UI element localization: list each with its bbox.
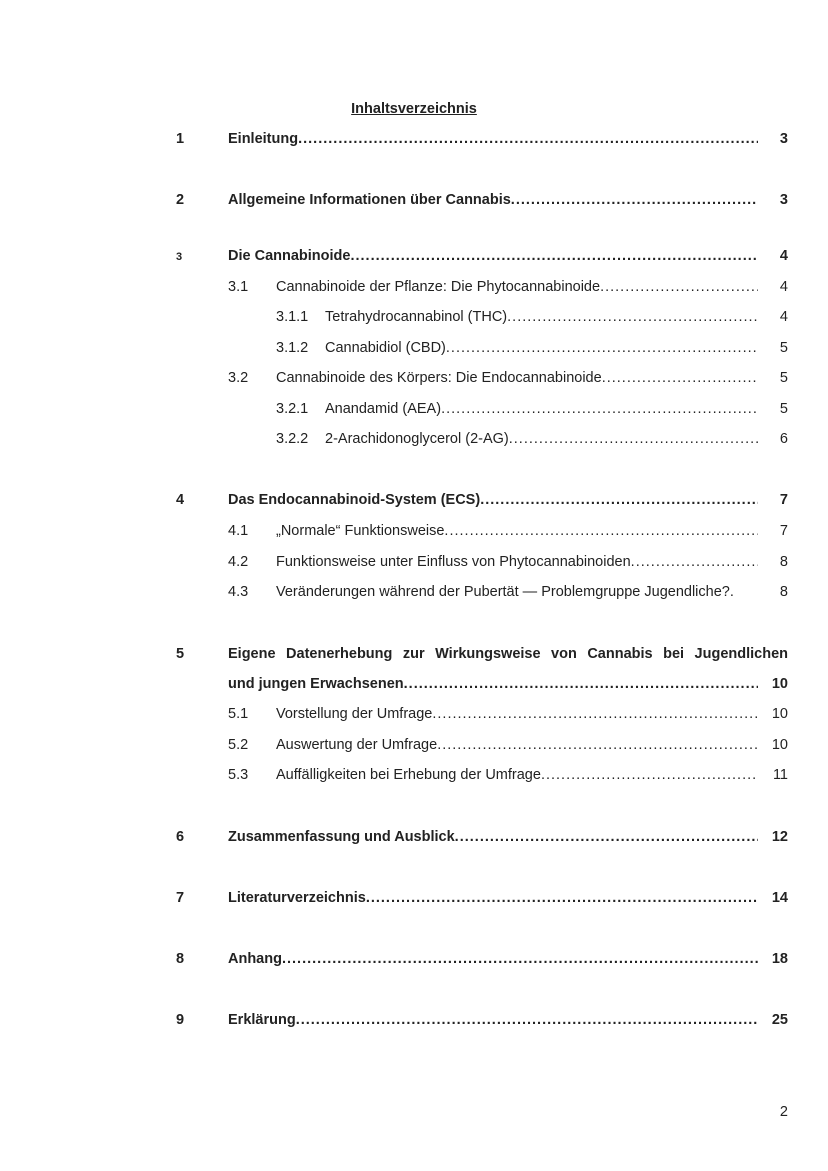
toc-page: 12 bbox=[771, 829, 788, 845]
leader-dots bbox=[282, 951, 758, 967]
leader-dots bbox=[602, 370, 758, 386]
toc-number: 4.1 bbox=[228, 523, 249, 539]
toc-entry-3-2-2[interactable] bbox=[0, 431, 828, 451]
leader-dots bbox=[432, 706, 758, 722]
toc-entry-4-2[interactable] bbox=[0, 554, 828, 574]
toc-number: 4 bbox=[176, 492, 185, 508]
leader-dots bbox=[507, 309, 758, 325]
toc-number: 5.3 bbox=[228, 767, 249, 783]
toc-entry-4-1[interactable] bbox=[0, 523, 828, 543]
page-number: 2 bbox=[779, 1104, 788, 1120]
toc-page: 7 bbox=[779, 523, 788, 539]
toc-number: 3 bbox=[176, 251, 183, 263]
leader-dots bbox=[446, 340, 758, 356]
toc-number: 2 bbox=[176, 192, 185, 208]
toc-label: Vorstellung der Umfrage bbox=[276, 706, 433, 722]
toc-label: 2-Arachidonoglycerol (2-AG) bbox=[325, 431, 509, 447]
toc-number: 3.2 bbox=[228, 370, 249, 386]
toc-number: 4.3 bbox=[228, 584, 249, 600]
leader-dots bbox=[444, 523, 758, 539]
leader-dots bbox=[631, 554, 758, 570]
toc-entry-3-2-1[interactable] bbox=[0, 401, 828, 421]
toc-number: 7 bbox=[176, 890, 185, 906]
toc-label: Tetrahydrocannabinol (THC) bbox=[325, 309, 508, 325]
toc-number: 3.2.1 bbox=[276, 401, 309, 417]
toc-label: Die Cannabinoide bbox=[228, 248, 351, 264]
toc-entry-5-continued[interactable] bbox=[0, 676, 828, 696]
toc-number: 9 bbox=[176, 1012, 185, 1028]
leader-dots bbox=[350, 248, 758, 264]
leader-dots bbox=[509, 431, 758, 447]
toc-label: Cannabinoide der Pflanze: Die Phytocannabinoide bbox=[276, 279, 601, 295]
toc-label: Einleitung bbox=[228, 131, 299, 147]
toc-page: 5 bbox=[779, 340, 788, 356]
toc-entry-5[interactable] bbox=[0, 646, 828, 666]
toc-page: 10 bbox=[771, 737, 788, 753]
toc-number: 5 bbox=[176, 646, 185, 662]
leader-dots bbox=[437, 737, 758, 753]
toc-page: 5 bbox=[779, 370, 788, 386]
toc-number: 4.2 bbox=[228, 554, 249, 570]
toc-page: 4 bbox=[779, 309, 788, 325]
leader-dots bbox=[441, 401, 758, 417]
toc-label: Auswertung der Umfrage bbox=[276, 737, 438, 753]
toc-number: 5.1 bbox=[228, 706, 249, 722]
toc-entry-9[interactable] bbox=[0, 1012, 828, 1032]
toc-page: 8 bbox=[779, 584, 788, 600]
toc-page: 4 bbox=[779, 279, 788, 295]
toc-page: 4 bbox=[779, 248, 788, 264]
toc-entry-3-1-1[interactable] bbox=[0, 309, 828, 329]
toc-label: Anhang bbox=[228, 951, 282, 967]
toc-number: 8 bbox=[176, 951, 185, 967]
toc-entry-6[interactable] bbox=[0, 829, 828, 849]
toc-entry-5-3[interactable] bbox=[0, 767, 828, 787]
toc-label: „Normale“ Funktionsweise bbox=[276, 523, 445, 539]
toc-number: 3.1 bbox=[228, 279, 249, 295]
toc-entry-2[interactable] bbox=[0, 192, 828, 212]
toc-entry-5-2[interactable] bbox=[0, 737, 828, 757]
toc-entry-8[interactable] bbox=[0, 951, 828, 971]
toc-page: 3 bbox=[779, 131, 788, 147]
leader-dots bbox=[541, 767, 758, 783]
toc-label-line2: und jungen Erwachsenen bbox=[228, 676, 404, 692]
toc-entry-4-3[interactable] bbox=[0, 584, 828, 604]
leader-dots bbox=[366, 890, 758, 906]
toc-label: Cannabidiol (CBD) bbox=[325, 340, 446, 356]
toc-entry-3-1-2[interactable] bbox=[0, 340, 828, 360]
leader-dots bbox=[298, 131, 758, 147]
leader-dots bbox=[480, 492, 758, 508]
toc-label: Zusammenfassung und Ausblick bbox=[228, 829, 455, 845]
toc-label: Literaturverzeichnis bbox=[228, 890, 366, 906]
toc-label: Erklärung bbox=[228, 1012, 296, 1028]
toc-entry-1[interactable] bbox=[0, 131, 828, 151]
leader-dots bbox=[600, 279, 758, 295]
toc-label: Auffälligkeiten bei Erhebung der Umfrage bbox=[276, 767, 541, 783]
toc-page: 11 bbox=[772, 767, 788, 783]
toc-entry-7[interactable] bbox=[0, 890, 828, 910]
toc-entry-3-2[interactable] bbox=[0, 370, 828, 390]
toc-label-line1: Eigene Datenerhebung zur Wirkungsweise von Cannabis bei Jugendlichen bbox=[228, 646, 788, 662]
toc-number: 5.2 bbox=[228, 737, 249, 753]
toc-entry-3-1[interactable] bbox=[0, 279, 828, 299]
toc-label: Cannabinoide des Körpers: Die Endocannabinoide bbox=[276, 370, 602, 386]
toc-number: 3.2.2 bbox=[276, 431, 309, 447]
toc-label: Anandamid (AEA) bbox=[325, 401, 442, 417]
leader-dots bbox=[455, 829, 758, 845]
toc-page: 10 bbox=[771, 676, 788, 692]
toc-label: Allgemeine Informationen über Cannabis bbox=[228, 192, 511, 208]
toc-page: 5 bbox=[779, 401, 788, 417]
toc-page: 3 bbox=[779, 192, 788, 208]
toc-number: 3.1.2 bbox=[276, 340, 309, 356]
toc-page: 14 bbox=[771, 890, 788, 906]
toc-page: 10 bbox=[771, 706, 788, 722]
toc-page: 25 bbox=[771, 1012, 788, 1028]
toc-entry-4[interactable] bbox=[0, 492, 828, 512]
leader-dots bbox=[404, 676, 758, 692]
toc-number: 3.1.1 bbox=[276, 309, 309, 325]
toc-number: 6 bbox=[176, 829, 185, 845]
toc-label: Das Endocannabinoid-System (ECS) bbox=[228, 492, 481, 508]
toc-page: 6 bbox=[779, 431, 788, 447]
leader-dots bbox=[511, 192, 758, 208]
toc-page: 18 bbox=[771, 951, 788, 967]
leader-dots bbox=[296, 1012, 758, 1028]
toc-label: Veränderungen während der Pubertät — Problemgruppe Jugendliche?. bbox=[276, 584, 734, 600]
toc-page: 7 bbox=[779, 492, 788, 508]
toc-page: 8 bbox=[779, 554, 788, 570]
toc-title: Inhaltsverzeichnis bbox=[351, 101, 477, 117]
toc-entry-3[interactable] bbox=[0, 248, 828, 268]
toc-entry-5-1[interactable] bbox=[0, 706, 828, 726]
toc-label: Funktionsweise unter Einfluss von Phytocannabinoiden bbox=[276, 554, 631, 570]
toc-number: 1 bbox=[176, 131, 185, 147]
